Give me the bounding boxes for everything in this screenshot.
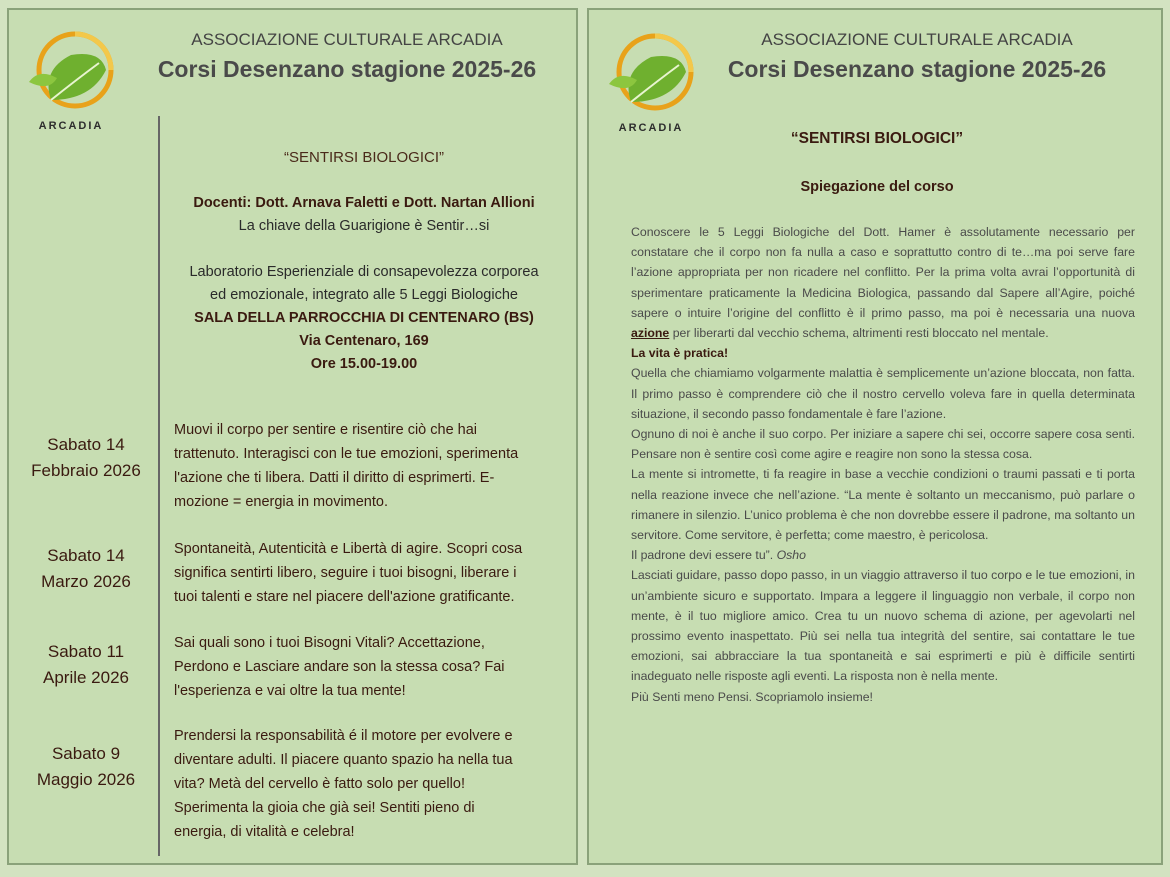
desc-line: Sperimenta la gioia che già sei! Sentiti pieno di	[174, 800, 475, 816]
desc-line: Muovi il corpo per sentire e risentire ciò che hai	[174, 422, 478, 438]
highlight-heading: La vita è pratica!	[631, 346, 729, 361]
leaf-logo-icon	[601, 32, 701, 122]
course-explanation	[631, 222, 1135, 707]
association-name: ASSOCIAZIONE CULTURALE ARCADIA	[191, 30, 503, 49]
event-title: “SENTIRSI BIOLOGICI”	[283, 149, 445, 166]
venue: SALA DELLA PARROCCHIA DI CENTENARO (BS)	[194, 310, 534, 326]
session-date	[17, 741, 155, 793]
course-title: Corsi Desenzano stagione 2025-26	[727, 56, 1107, 82]
session-day: Sabato 14	[47, 435, 125, 454]
underlined-word: azione	[631, 326, 670, 341]
session-day: Sabato 14	[47, 546, 125, 565]
text-span: per liberarti dal vecchio schema, altrimenti resti bloccato nel mentale.	[669, 326, 1049, 341]
hours: Ore 15.00-19.00	[310, 356, 418, 372]
session-month: Marzo 2026	[41, 572, 131, 591]
session-date	[17, 432, 155, 484]
lab-line-2: ed emozionale, integrato alle 5 Leggi Biologiche	[210, 287, 518, 303]
right-panel	[587, 8, 1163, 865]
teachers: Docenti: Dott. Arnava Faletti e Dott. Nartan Allioni	[193, 195, 535, 211]
explanation-subtitle: Spiegazione del corso	[800, 179, 954, 195]
session-date	[17, 543, 155, 595]
desc-line: mozione = energia in movimento.	[174, 494, 388, 510]
session-date	[17, 639, 155, 691]
leaf-logo-icon	[21, 30, 121, 120]
desc-line: l'azione che ti libera. Datti il diritto di esprimerti. E-	[174, 470, 495, 486]
desc-line: significa sentirti libero, seguire i tuoi bisogni, liberare i	[174, 565, 517, 581]
desc-line: Perdono e Lasciare andare son la stessa cosa? Fai	[174, 659, 505, 675]
session-description	[174, 724, 574, 844]
logo-text: ARCADIA	[38, 120, 104, 132]
desc-line: tuoi talenti e stare nel piacere dell'azione gratificante.	[174, 589, 515, 605]
quote-author: Osho	[776, 548, 806, 563]
text-span: Conoscere le 5 Leggi Biologiche del Dott. Hamer è assolutamente necessario per constatare che il corpo non fa nulla a caso e soprattutto contro di te…ma poi serve fare l’azione appropriata per non ricadere nel conflitto. Per la prima volta avrai l’opportunità di sperimentare praticamente la Medicina Biologica, passando dal Sapere all’Agire, poiché sapere o intuire l’origine del conflitto è il primo passo, ma poi è necessaria una nuova	[631, 225, 1135, 320]
paragraph: Quella che chiamiamo volgarmente malattia è semplicemente un’azione bloccata, non fatta. Il primo passo è comprendere ciò che il nostro cervello voleva fare in quella determinata situazione, il secondo passo fondamentale è fare l’azione.	[631, 366, 1135, 421]
divider-line	[158, 116, 160, 856]
arcadia-logo	[601, 32, 701, 134]
association-name: ASSOCIAZIONE CULTURALE ARCADIA	[761, 30, 1073, 49]
event-info	[164, 146, 564, 376]
session-day: Sabato 11	[47, 642, 125, 661]
paragraph: Ognuno di noi è anche il suo corpo. Per iniziare a sapere chi sei, occorre sapere cosa senti. Pensare non è sentire così come agire e reagire non sono la stessa cosa.	[631, 427, 1135, 462]
desc-line: l'esperienza e vai oltre la tua mente!	[174, 683, 406, 699]
address: Via Centenaro, 169	[299, 333, 429, 349]
session-description	[174, 418, 574, 514]
session-month: Aprile 2026	[42, 668, 129, 687]
desc-line: trattenuto. Interagisci con le tue emozioni, sperimenta	[174, 446, 519, 462]
desc-line: energia, di vitalità e celebra!	[174, 824, 355, 840]
course-title: Corsi Desenzano stagione 2025-26	[157, 56, 537, 82]
session-description	[174, 631, 574, 703]
text-span: Il padrone devi essere tu”.	[631, 548, 777, 563]
session-month: Febbraio 2026	[31, 461, 141, 480]
event-subtitle: La chiave della Guarigione è Sentir…si	[238, 218, 490, 234]
arcadia-logo	[21, 30, 121, 132]
paragraph	[631, 222, 1135, 343]
desc-line: Prendersi la responsabilità é il motore per evolvere e	[174, 728, 513, 744]
desc-line: Sai quali sono i tuoi Bisogni Vitali? Accettazione,	[174, 635, 485, 651]
paragraph: Più Senti meno Pensi. Scopriamolo insieme!	[631, 689, 873, 704]
session-description	[174, 537, 574, 609]
left-panel	[7, 8, 578, 865]
lab-line-1: Laboratorio Esperienziale di consapevolezza corporea	[189, 264, 539, 280]
paragraph: Lasciati guidare, passo dopo passo, in un viaggio attraverso il tuo corpo e le tue emozioni, in un’ambiente sicuro e supportato. Impara a leggere il linguaggio non verbale, il corpo non mente, è il tuo migliore amico. Crea tu un nuovo schema di azione, per agevolarti nel prossimo evento inaspettato. Più sei nella tua integrità del sentire, sai contattare le tue emozioni, sai abbracciare la tua spontaneità e sai esprimerti e più è difficile sentirti inadeguato nelle risposte agli eventi. La risposta non è nella mente.	[631, 568, 1135, 684]
desc-line: vita? Metà del cervello è fatto solo per quello!	[174, 776, 465, 792]
logo-text: ARCADIA	[618, 122, 684, 134]
paragraph: La mente si intromette, ti fa reagire in base a vecchie condizioni o traumi passati e ti porta nella reazione invece che nell’azione. “La mente è soltanto un meccanismo, può parlare o rimanere in silenzio. L’unico problema è che non dovrebbe essere il padrone, ma soltanto un servitore. Come servitore, è perfetta; come maestro, è pericolosa.	[631, 467, 1135, 543]
session-day: Sabato 9	[51, 744, 121, 763]
desc-line: diventare adulti. Il piacere quanto spazio ha nella tua	[174, 752, 513, 768]
paragraph	[631, 545, 1135, 565]
explanation-title: “SENTIRSI BIOLOGICI”	[790, 130, 964, 147]
session-month: Maggio 2026	[36, 770, 136, 789]
desc-line: Spontaneità, Autenticità e Libertà di agire. Scopri cosa	[174, 541, 523, 557]
